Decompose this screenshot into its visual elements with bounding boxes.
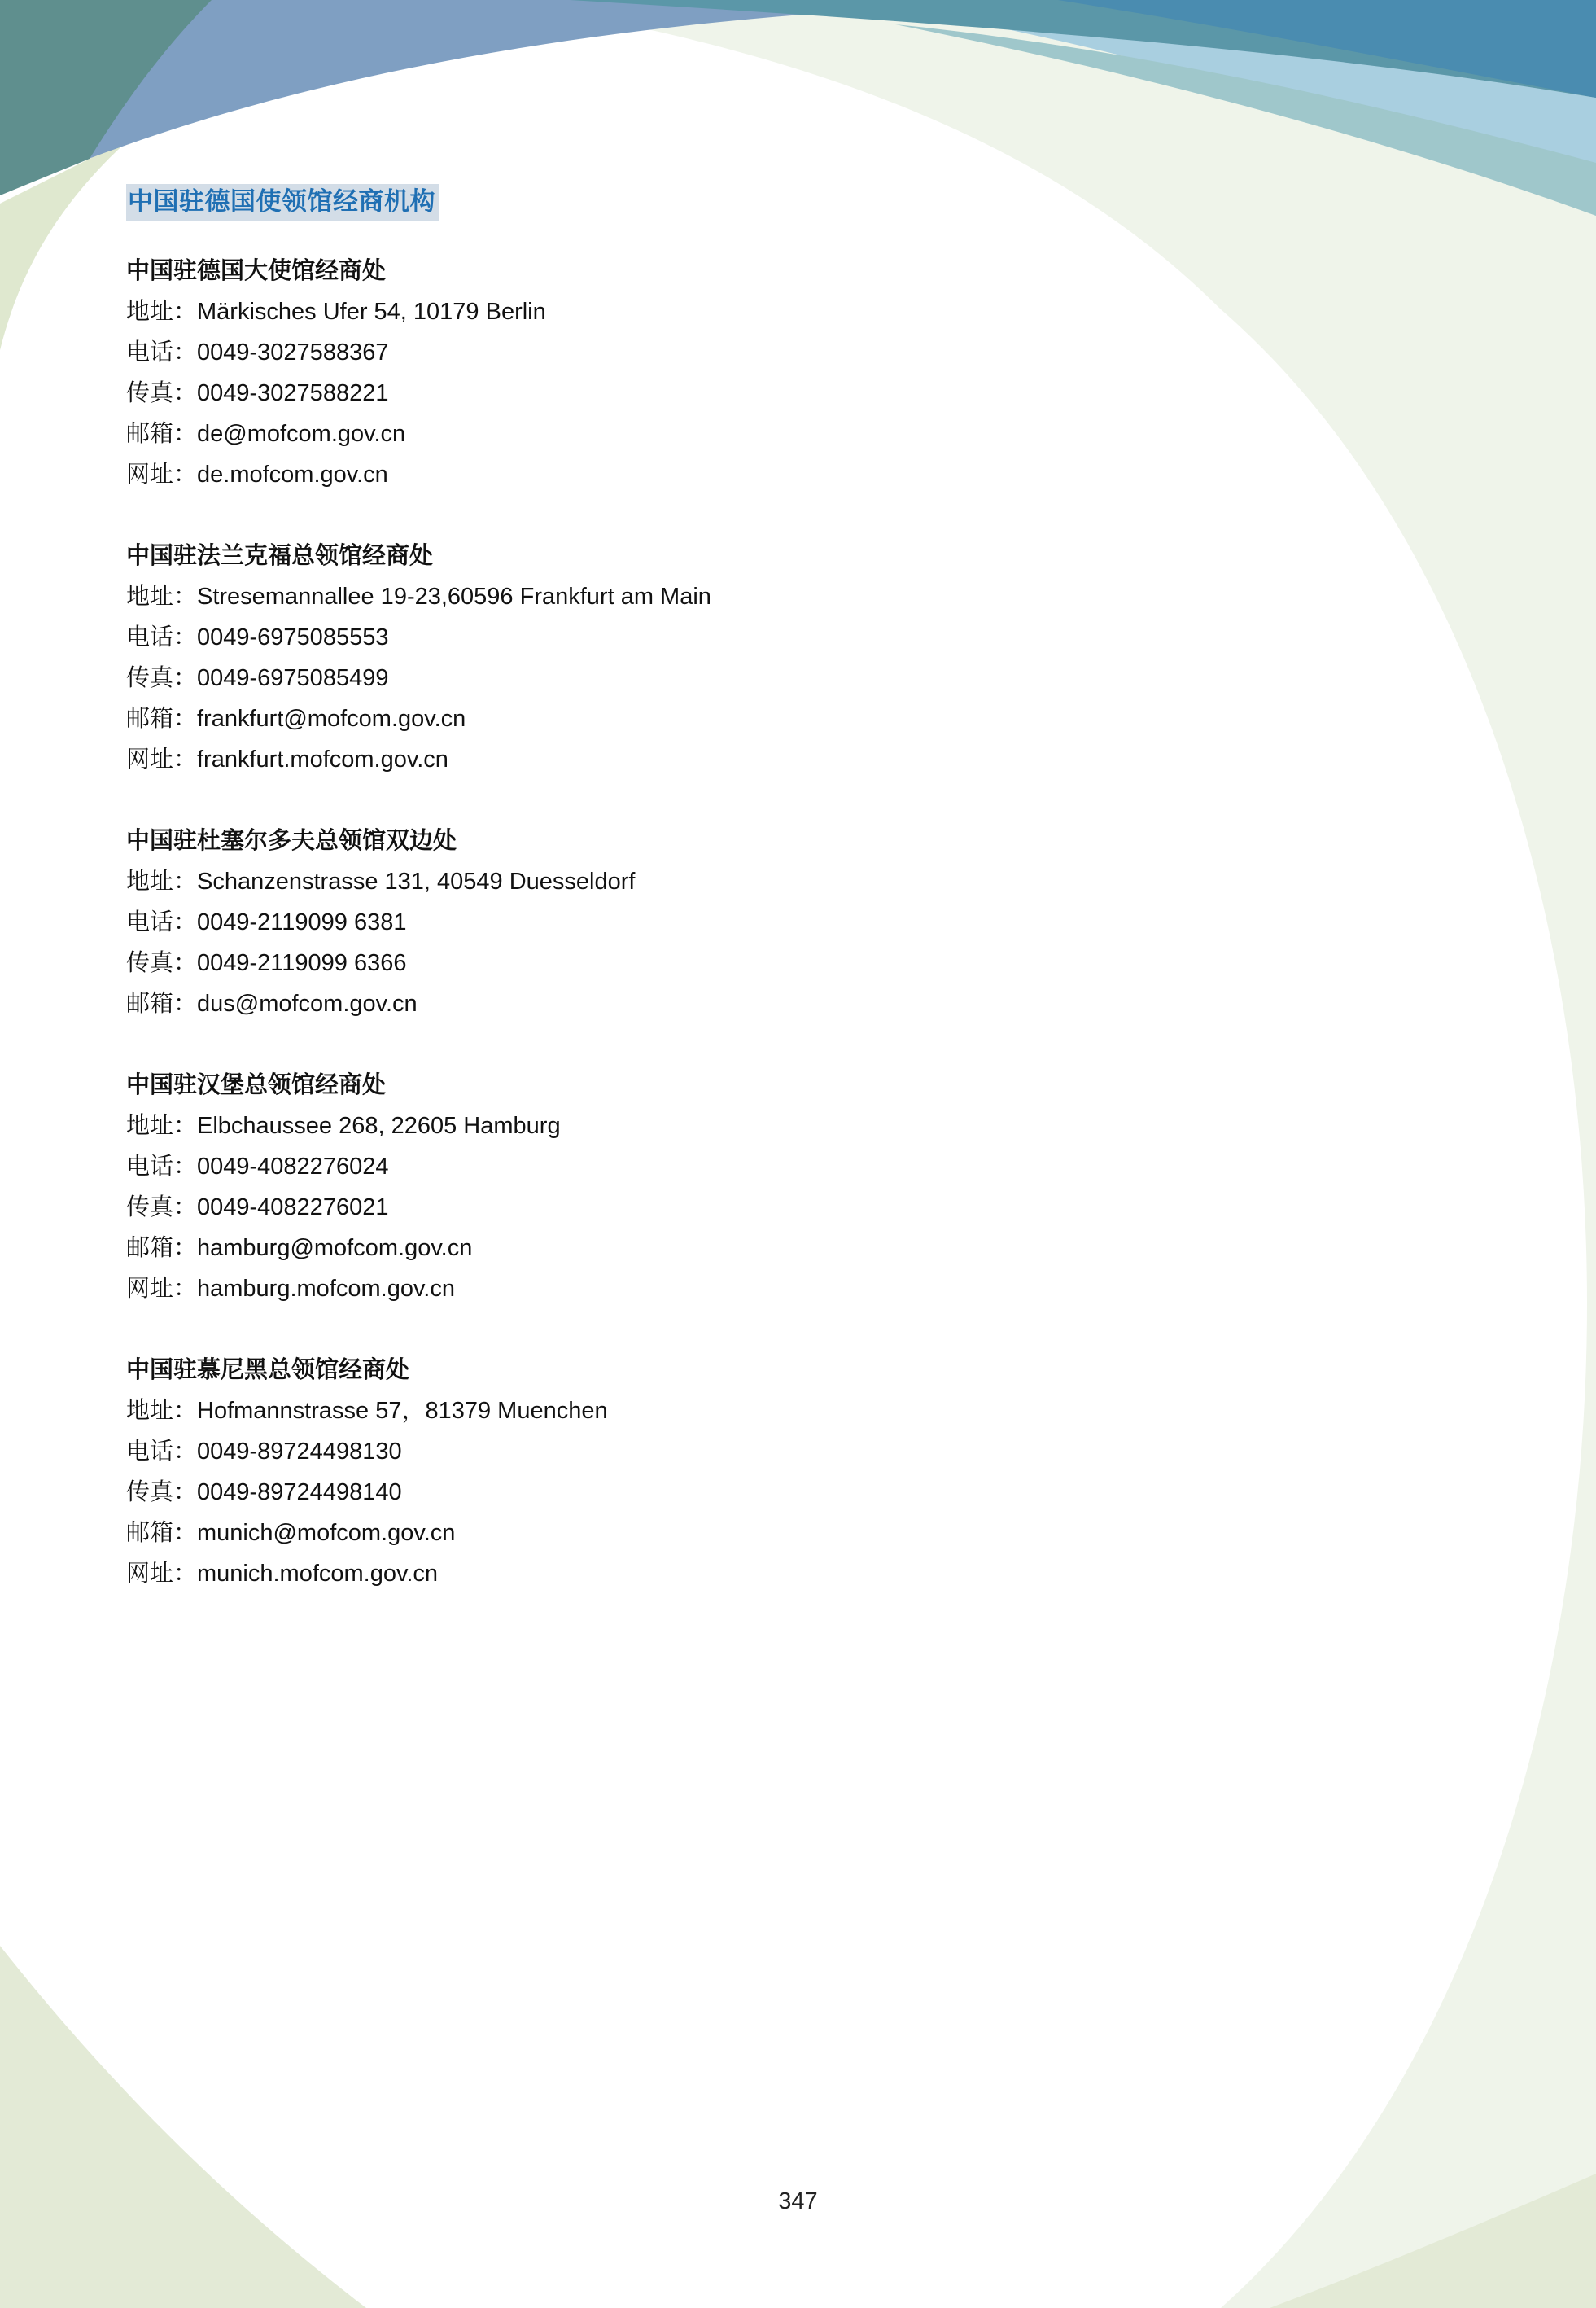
- office-block-frankfurt: [126, 536, 1469, 780]
- office-name: 中国驻汉堡总领馆经商处: [126, 1072, 387, 1098]
- bottom-left-green-wave: [0, 1946, 366, 2308]
- office-phone: 电话：0049-4082276024: [126, 1154, 389, 1180]
- office-block-berlin: [126, 251, 1469, 495]
- office-website: 网址：de.mofcom.gov.cn: [126, 462, 388, 488]
- office-phone: 电话：0049-6975085553: [126, 624, 389, 650]
- office-block-hamburg: [126, 1065, 1469, 1309]
- office-address: 地址：Hofmannstrasse 57，81379 Muenchen: [126, 1398, 608, 1424]
- office-fax: 传真：0049-2119099 6366: [126, 950, 407, 976]
- office-website: 网址：frankfurt.mofcom.gov.cn: [126, 747, 448, 773]
- office-email: 邮箱：dus@mofcom.gov.cn: [126, 991, 418, 1017]
- office-email: 邮箱：munich@mofcom.gov.cn: [126, 1520, 456, 1546]
- office-website: 网址：hamburg.mofcom.gov.cn: [126, 1276, 455, 1302]
- office-website: 网址：munich.mofcom.gov.cn: [126, 1561, 439, 1587]
- office-email: 邮箱：frankfurt@mofcom.gov.cn: [126, 706, 466, 732]
- office-address: 地址：Schanzenstrasse 131, 40549 Duesseldorf: [126, 869, 636, 895]
- main-content: [126, 184, 1469, 1635]
- office-name: 中国驻法兰克福总领馆经商处: [126, 543, 434, 569]
- office-phone: 电话：0049-2119099 6381: [126, 909, 407, 935]
- office-address: 地址：Stresemannallee 19-23,60596 Frankfurt am Main: [126, 584, 711, 610]
- office-fax: 传真：0049-89724498140: [126, 1479, 402, 1505]
- office-address: 地址：Märkisches Ufer 54, 10179 Berlin: [126, 299, 546, 325]
- page-number: 347: [778, 2188, 818, 2214]
- office-block-munich: [126, 1350, 1469, 1594]
- office-phone: 电话：0049-3027588367: [126, 339, 389, 366]
- office-fax: 传真：0049-6975085499: [126, 665, 389, 691]
- office-phone: 电话：0049-89724498130: [126, 1439, 402, 1465]
- office-email: 邮箱：hamburg@mofcom.gov.cn: [126, 1235, 473, 1261]
- office-fax: 传真：0049-3027588221: [126, 380, 389, 406]
- office-email: 邮箱：de@mofcom.gov.cn: [126, 421, 406, 447]
- office-name: 中国驻杜塞尔多夫总领馆双边处: [126, 828, 457, 854]
- office-name: 中国驻德国大使馆经商处: [126, 258, 387, 284]
- office-fax: 传真：0049-4082276021: [126, 1194, 389, 1220]
- office-block-duesseldorf: [126, 821, 1469, 1024]
- page-title: 中国驻德国使领馆经商机构: [126, 184, 439, 221]
- office-name: 中国驻慕尼黑总领馆经商处: [126, 1357, 410, 1383]
- office-address: 地址：Elbchaussee 268, 22605 Hamburg: [126, 1113, 561, 1139]
